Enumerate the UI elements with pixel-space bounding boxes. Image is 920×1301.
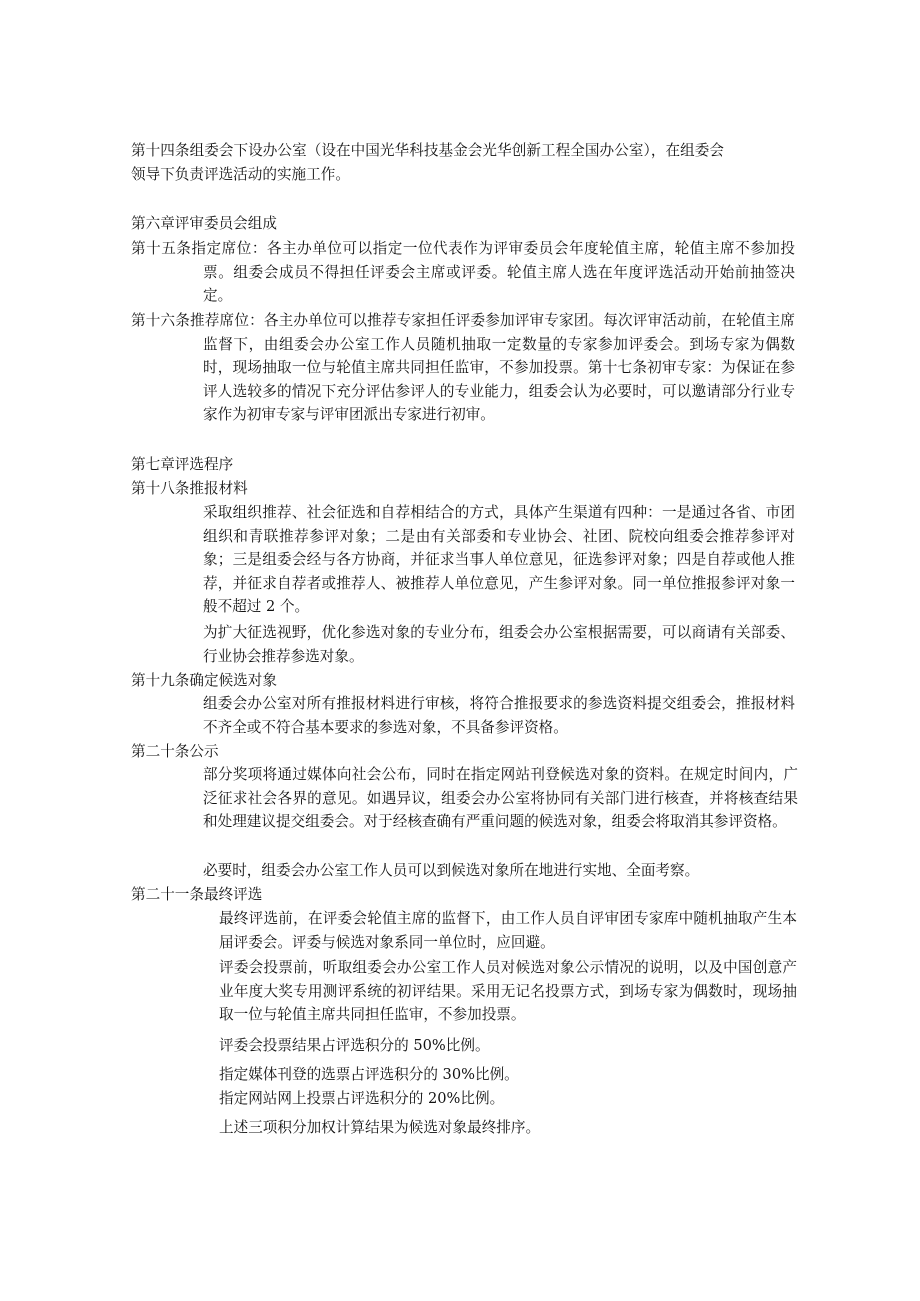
article-18-paragraph-1: 采取组织推荐、社会征选和自荐相结合的方式，具体产生渠道有四种：一是通过各省、市团组织和青联推荐参评对象；二是由有关部委和专业协会、社团、院校向组委会推荐参评对象；三是组委会经与各方协商，并征求当事人单位意见，征选参评对象；四是自荐或他人推荐，并征求自荐者或推荐人、被推荐人单位意见，产生参评对象。同一单位推报参评对象一般不超过 2 个。 [203,504,795,615]
article-15: 第十五条指定席位：各主办单位可以指定一位代表作为评审委员会年度轮值主席，轮值主席不参加投票。组委会成员不得担任评委会主席或评委。轮值主席人选在年度评选活动开始前抽签决定。 [131,240,795,304]
article-21-title: 第二十一条最终评选 [131,886,263,903]
article-16: 第十六条推荐席位：各主办单位可以推荐专家担任评委参加评审专家团。每次评审活动前，在轮值主席监督下，由组委会办公室工作人员随机抽取一定数量的专家参加评委会。到场专家为偶数时，现场抽取一位与轮值主席共同担任监审，不参加投票。第十七条初审专家：为保证在参评人选较多的情况下充分评估参评人的专业能力，组委会认为必要时，可以邀请部分行业专家作为初审专家与评审团派出专家进行初审。 [131,312,795,423]
article-19-title: 第十九条确定候选对象 [131,672,277,689]
article-21-paragraph-1: 最终评选前，在评委会轮值主席的监督下，由工作人员自评审团专家库中随机抽取产生本届评委会。评委与候选对象系同一单位时，应回避。 [219,910,797,951]
article-21-paragraph-6: 上述三项积分加权计算结果为候选对象最终排序。 [219,1119,541,1136]
article-21-paragraph-5: 指定网站网上投票占评选积分的 20%比例。 [219,1090,505,1107]
article-20-paragraph-2: 必要时，组委会办公室工作人员可以到候选对象所在地进行实地、全面考察。 [203,862,700,879]
chapter-7-title: 第七章评选程序 [131,456,234,473]
article-21-paragraph-4: 指定媒体刊登的选票占评选积分的 30%比例。 [219,1066,519,1083]
article-21-paragraph-3: 评委会投票结果占评选积分的 50%比例。 [219,1037,490,1054]
article-21-paragraph-2: 评委会投票前，听取组委会办公室工作人员对候选对象公示情况的说明，以及中国创意产业年度大奖专用测评系统的初评结果。采用无记名投票方式，到场专家为偶数时，现场抽取一位与轮值主席共同担任监审，不参加投票。 [219,959,797,1023]
article-18-paragraph-2: 为扩大征选视野，优化参选对象的专业分布，组委会办公室根据需要，可以商请有关部委、行业协会推荐参选对象。 [203,624,795,665]
article-20-paragraph-1: 部分奖项将通过媒体向社会公布，同时在指定网站刊登候选对象的资料。在规定时间内，广泛征求社会各界的意见。如遇异议，组委会办公室将协同有关部门进行核查，并将核查结果和处理建议提交组委会。对于经核查确有严重问题的候选对象，组委会将取消其参评资格。 [203,766,798,830]
article-14: 第十四条组委会下设办公室（设在中国光华科技基金会光华创新工程全国办公室），在组委会领导下负责评选活动的实施工作。 [131,142,724,183]
article-18-title: 第十八条推报材料 [131,480,248,497]
article-19-paragraph-1: 组委会办公室对所有推报材料进行审核，将符合推报要求的参选资料提交组委会，推报材料不齐全或不符合基本要求的参选对象，不具备参评资格。 [203,695,795,736]
article-20-title: 第二十条公示 [131,743,219,760]
chapter-6-title: 第六章评审委员会组成 [131,215,277,232]
